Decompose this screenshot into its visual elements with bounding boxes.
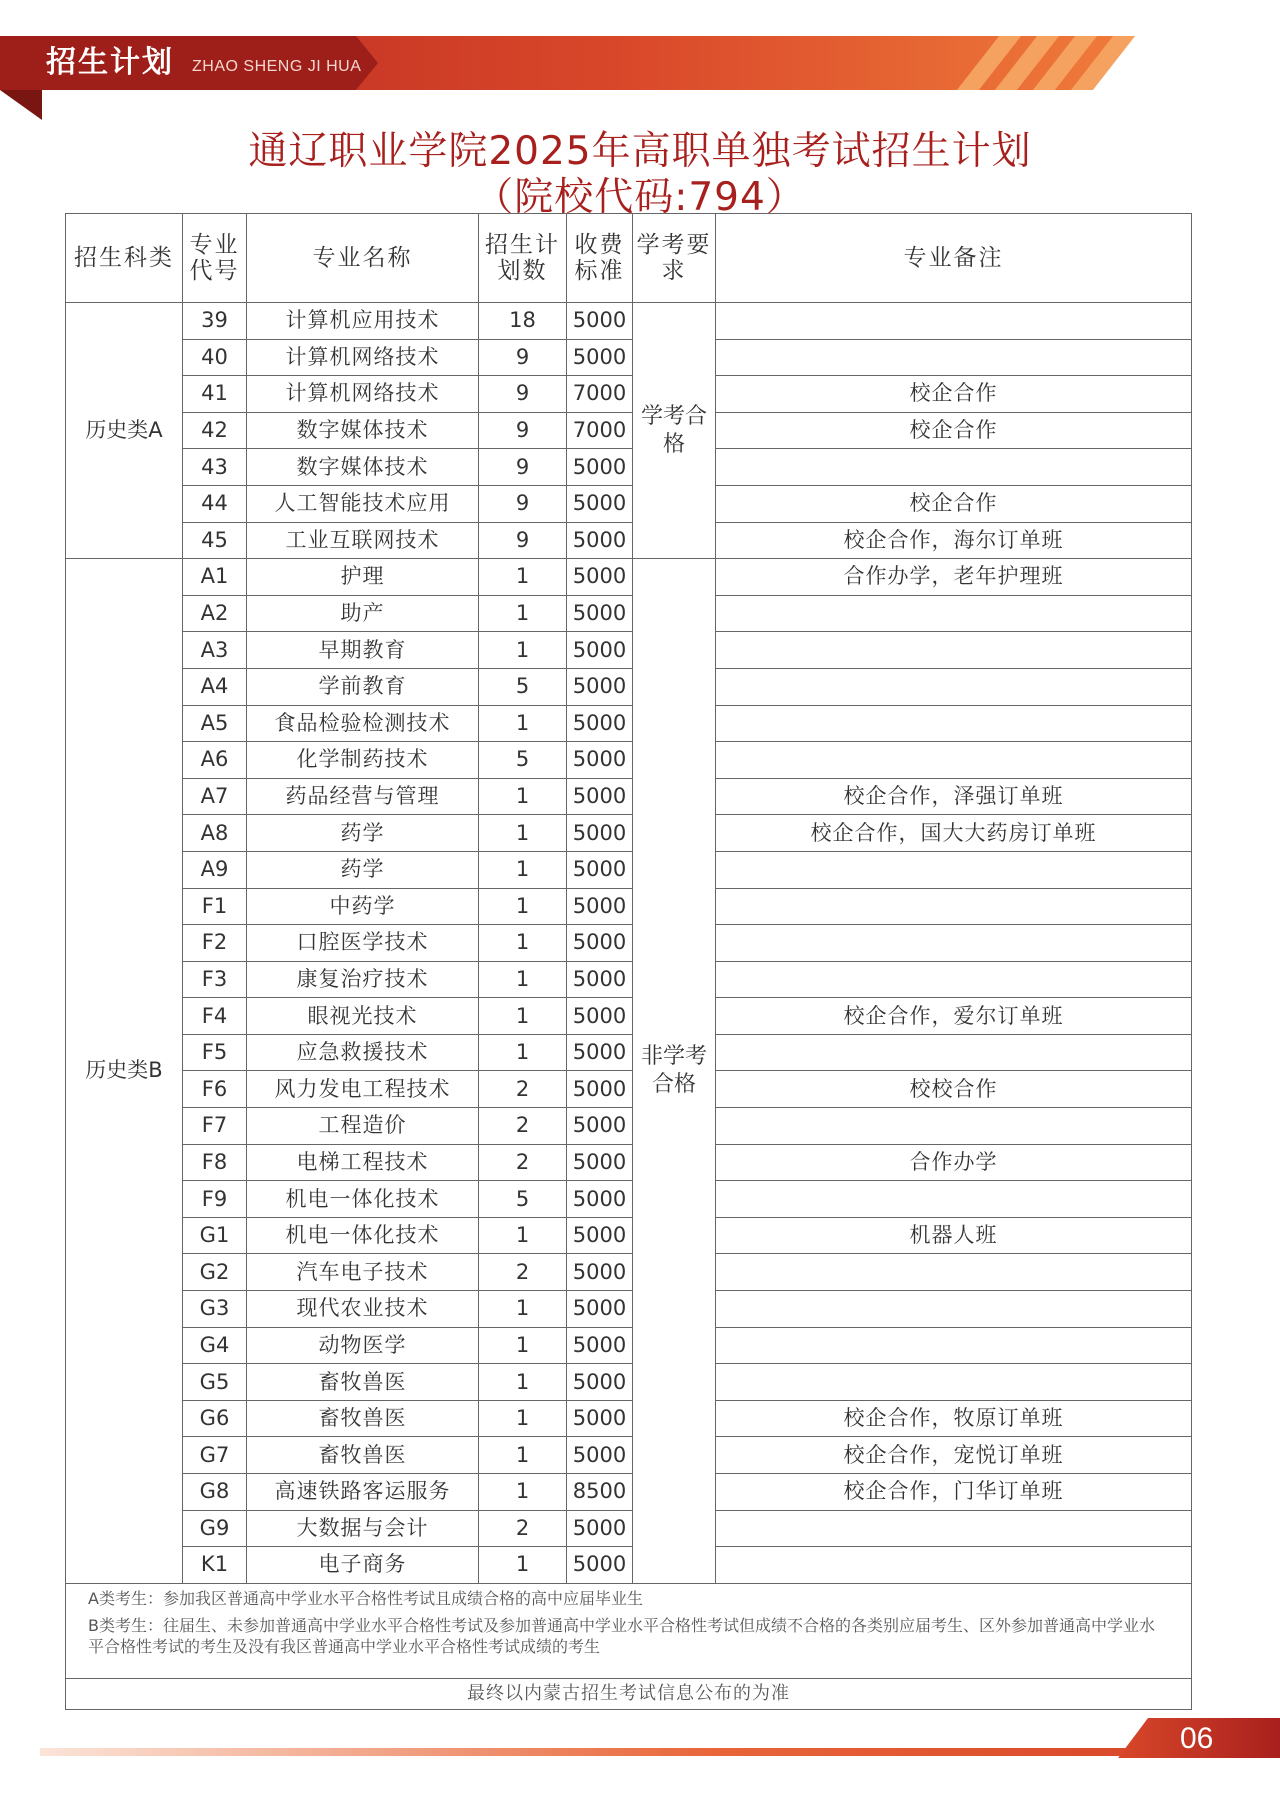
note-cell [716, 632, 1192, 669]
header-note: 专业备注 [716, 214, 1192, 303]
code-cell: 43 [183, 449, 247, 486]
header-requirement: 学考要求 [633, 214, 716, 303]
table-row [66, 998, 1192, 1035]
note-cell [716, 1510, 1192, 1547]
fee-cell: 5000 [567, 485, 633, 522]
table-row [66, 303, 1192, 340]
note-cell: 合作办学，老年护理班 [716, 559, 1192, 596]
enrollment-plan-table [65, 213, 1192, 1710]
fee-cell: 7000 [567, 412, 633, 449]
footer-bar [40, 1748, 1150, 1756]
major-name-cell: 应急救援技术 [247, 1034, 479, 1071]
plan-count-cell: 1 [479, 1400, 567, 1437]
plan-count-cell: 1 [479, 1474, 567, 1511]
table-row [66, 1254, 1192, 1291]
table-row [66, 668, 1192, 705]
fee-cell: 5000 [567, 1364, 633, 1401]
note-cell [716, 1291, 1192, 1328]
major-name-cell: 计算机网络技术 [247, 339, 479, 376]
plan-count-cell: 1 [479, 1291, 567, 1328]
note-cell [716, 1108, 1192, 1145]
table-row [66, 815, 1192, 852]
code-cell: G1 [183, 1217, 247, 1254]
code-cell: F5 [183, 1034, 247, 1071]
table-row [66, 412, 1192, 449]
fee-cell: 5000 [567, 1291, 633, 1328]
table-row [66, 742, 1192, 779]
plan-count-cell: 9 [479, 376, 567, 413]
code-cell: G6 [183, 1400, 247, 1437]
plan-count-cell: 18 [479, 303, 567, 340]
note-cell: 校企合作 [716, 376, 1192, 413]
note-cell: 校校合作 [716, 1071, 1192, 1108]
note-cell [716, 1364, 1192, 1401]
note-cell: 合作办学 [716, 1144, 1192, 1181]
fee-cell: 5000 [567, 303, 633, 340]
note-cell: 校企合作，宠悦订单班 [716, 1437, 1192, 1474]
major-name-cell: 药学 [247, 815, 479, 852]
fee-cell: 5000 [567, 522, 633, 559]
plan-count-cell: 5 [479, 742, 567, 779]
note-cell: 机器人班 [716, 1217, 1192, 1254]
note-cell [716, 851, 1192, 888]
table-row [66, 522, 1192, 559]
code-cell: F1 [183, 888, 247, 925]
note-cell [716, 1034, 1192, 1071]
document-title: 通辽职业学院2025年高职单独考试招生计划 [248, 129, 1032, 174]
final-note-row [66, 1678, 1192, 1709]
major-name-cell: 数字媒体技术 [247, 449, 479, 486]
major-name-cell: 工业互联网技术 [247, 522, 479, 559]
major-name-cell: 药品经营与管理 [247, 778, 479, 815]
note-cell [716, 1327, 1192, 1364]
major-name-cell: 汽车电子技术 [247, 1254, 479, 1291]
table-row [66, 888, 1192, 925]
fee-cell: 5000 [567, 1181, 633, 1218]
plan-count-cell: 1 [479, 559, 567, 596]
code-cell: A6 [183, 742, 247, 779]
section-subtitle: ZHAO SHENG JI HUA [192, 58, 362, 75]
fee-cell: 5000 [567, 1510, 633, 1547]
plan-count-cell: 1 [479, 1327, 567, 1364]
table-row [66, 1437, 1192, 1474]
table-row [66, 1547, 1192, 1584]
fee-cell: 5000 [567, 1108, 633, 1145]
table-row [66, 1474, 1192, 1511]
table-row [66, 961, 1192, 998]
major-name-cell: 计算机网络技术 [247, 376, 479, 413]
major-name-cell: 数字媒体技术 [247, 412, 479, 449]
table-row [66, 376, 1192, 413]
table-row [66, 1400, 1192, 1437]
note-cell: 校企合作，爱尔订单班 [716, 998, 1192, 1035]
fee-cell: 5000 [567, 1547, 633, 1584]
table-row [66, 705, 1192, 742]
footnote-b: B类考生：往届生、未参加普通高中学业水平合格性考试及参加普通高中学业水平合格性考试但成绩不合格的各类别应届考生、区外参加普通高中学业水平合格性考试的考生及没有我区普通高中学业水平合格性考试成绩的考生 [88, 1615, 1155, 1656]
major-name-cell: 动物医学 [247, 1327, 479, 1364]
code-cell: A7 [183, 778, 247, 815]
fee-cell: 5000 [567, 1327, 633, 1364]
fee-cell: 5000 [567, 851, 633, 888]
header-code: 专业代号 [183, 214, 247, 303]
fee-cell: 5000 [567, 742, 633, 779]
fee-cell: 5000 [567, 1144, 633, 1181]
major-name-cell: 食品检验检测技术 [247, 705, 479, 742]
table-row [66, 925, 1192, 962]
table-row [66, 1327, 1192, 1364]
fee-cell: 5000 [567, 1437, 633, 1474]
table-row [66, 851, 1192, 888]
fee-cell: 5000 [567, 1217, 633, 1254]
table-body [66, 303, 1192, 1584]
code-cell: A9 [183, 851, 247, 888]
header-category: 招生科类 [66, 214, 183, 303]
code-cell: A8 [183, 815, 247, 852]
footnote-a: A类考生：参加我区普通高中学业水平合格性考试且成绩合格的高中应届毕业生 [88, 1588, 643, 1608]
code-cell: F4 [183, 998, 247, 1035]
plan-count-cell: 9 [479, 412, 567, 449]
footnote-cell [66, 1583, 1192, 1678]
requirement-cell: 学考合格 [633, 303, 716, 559]
major-name-cell: 学前教育 [247, 668, 479, 705]
note-cell: 校企合作，门华订单班 [716, 1474, 1192, 1511]
code-cell: 41 [183, 376, 247, 413]
major-name-cell: 风力发电工程技术 [247, 1071, 479, 1108]
note-cell [716, 1547, 1192, 1584]
note-cell [716, 1181, 1192, 1218]
major-name-cell: 人工智能技术应用 [247, 485, 479, 522]
plan-count-cell: 1 [479, 705, 567, 742]
table-header-row [66, 214, 1192, 303]
plan-count-cell: 1 [479, 1217, 567, 1254]
major-name-cell: 畜牧兽医 [247, 1400, 479, 1437]
plan-count-cell: 2 [479, 1144, 567, 1181]
note-cell: 校企合作，国大大药房订单班 [716, 815, 1192, 852]
note-cell [716, 668, 1192, 705]
institution-code: （院校代码:794） [474, 175, 806, 220]
plan-count-cell: 1 [479, 632, 567, 669]
major-name-cell: 康复治疗技术 [247, 961, 479, 998]
note-cell: 校企合作 [716, 412, 1192, 449]
note-cell: 校企合作，海尔订单班 [716, 522, 1192, 559]
fee-cell: 5000 [567, 595, 633, 632]
plan-count-cell: 9 [479, 485, 567, 522]
code-cell: A1 [183, 559, 247, 596]
code-cell: A4 [183, 668, 247, 705]
table-row [66, 595, 1192, 632]
note-cell: 校企合作，牧原订单班 [716, 1400, 1192, 1437]
note-cell [716, 742, 1192, 779]
fee-cell: 5000 [567, 778, 633, 815]
major-name-cell: 电子商务 [247, 1547, 479, 1584]
category-cell: 历史类A [66, 303, 183, 559]
plan-count-cell: 2 [479, 1071, 567, 1108]
note-cell: 校企合作，泽强订单班 [716, 778, 1192, 815]
section-title: 招生计划 [46, 45, 174, 80]
plan-count-cell: 1 [479, 925, 567, 962]
major-name-cell: 电梯工程技术 [247, 1144, 479, 1181]
code-cell: A3 [183, 632, 247, 669]
plan-count-cell: 9 [479, 522, 567, 559]
code-cell: 40 [183, 339, 247, 376]
code-cell: G5 [183, 1364, 247, 1401]
note-cell [716, 705, 1192, 742]
fee-cell: 7000 [567, 376, 633, 413]
major-name-cell: 大数据与会计 [247, 1510, 479, 1547]
fee-cell: 5000 [567, 705, 633, 742]
code-cell: G8 [183, 1474, 247, 1511]
major-name-cell: 畜牧兽医 [247, 1364, 479, 1401]
table-row [66, 1291, 1192, 1328]
table-row [66, 1034, 1192, 1071]
fee-cell: 5000 [567, 632, 633, 669]
plan-count-cell: 1 [479, 1034, 567, 1071]
code-cell: 39 [183, 303, 247, 340]
code-cell: 45 [183, 522, 247, 559]
footnote-row [66, 1583, 1192, 1678]
note-cell [716, 595, 1192, 632]
plan-count-cell: 5 [479, 668, 567, 705]
major-name-cell: 口腔医学技术 [247, 925, 479, 962]
plan-count-cell: 1 [479, 1437, 567, 1474]
plan-count-cell: 2 [479, 1108, 567, 1145]
major-name-cell: 机电一体化技术 [247, 1217, 479, 1254]
fee-cell: 5000 [567, 961, 633, 998]
plan-count-cell: 1 [479, 851, 567, 888]
fee-cell: 5000 [567, 559, 633, 596]
header-fee: 收费标准 [567, 214, 633, 303]
major-name-cell: 畜牧兽医 [247, 1437, 479, 1474]
plan-count-cell: 5 [479, 1181, 567, 1218]
table-row [66, 1071, 1192, 1108]
note-cell [716, 339, 1192, 376]
code-cell: F2 [183, 925, 247, 962]
code-cell: G7 [183, 1437, 247, 1474]
requirement-cell: 非学考合格 [633, 559, 716, 1584]
note-cell: 校企合作 [716, 485, 1192, 522]
table-row [66, 778, 1192, 815]
header-name: 专业名称 [247, 214, 479, 303]
fee-cell: 5000 [567, 1071, 633, 1108]
fee-cell: 8500 [567, 1474, 633, 1511]
plan-count-cell: 1 [479, 778, 567, 815]
fee-cell: 5000 [567, 815, 633, 852]
note-cell [716, 925, 1192, 962]
table-row [66, 1108, 1192, 1145]
category-cell: 历史类B [66, 559, 183, 1584]
table-row [66, 1144, 1192, 1181]
plan-count-cell: 2 [479, 1510, 567, 1547]
major-name-cell: 眼视光技术 [247, 998, 479, 1035]
code-cell: F8 [183, 1144, 247, 1181]
banner-stripes [960, 36, 1130, 90]
table-row [66, 1510, 1192, 1547]
table-row [66, 632, 1192, 669]
major-name-cell: 护理 [247, 559, 479, 596]
fee-cell: 5000 [567, 339, 633, 376]
table-row [66, 1217, 1192, 1254]
fee-cell: 5000 [567, 1254, 633, 1291]
major-name-cell: 计算机应用技术 [247, 303, 479, 340]
plan-count-cell: 1 [479, 998, 567, 1035]
major-name-cell: 机电一体化技术 [247, 1181, 479, 1218]
plan-count-cell: 2 [479, 1254, 567, 1291]
plan-count-cell: 1 [479, 595, 567, 632]
code-cell: G2 [183, 1254, 247, 1291]
code-cell: A2 [183, 595, 247, 632]
code-cell: G4 [183, 1327, 247, 1364]
plan-count-cell: 1 [479, 815, 567, 852]
fee-cell: 5000 [567, 1034, 633, 1071]
major-name-cell: 化学制药技术 [247, 742, 479, 779]
note-cell [716, 303, 1192, 340]
header-plan: 招生计划数 [479, 214, 567, 303]
code-cell: F7 [183, 1108, 247, 1145]
table-row [66, 449, 1192, 486]
fee-cell: 5000 [567, 925, 633, 962]
fee-cell: 5000 [567, 449, 633, 486]
code-cell: G3 [183, 1291, 247, 1328]
major-name-cell: 药学 [247, 851, 479, 888]
plan-count-cell: 1 [479, 888, 567, 925]
code-cell: K1 [183, 1547, 247, 1584]
major-name-cell: 工程造价 [247, 1108, 479, 1145]
note-cell [716, 1254, 1192, 1291]
code-cell: F6 [183, 1071, 247, 1108]
banner-fold [0, 90, 42, 120]
major-name-cell: 早期教育 [247, 632, 479, 669]
fee-cell: 5000 [567, 888, 633, 925]
plan-count-cell: 9 [479, 339, 567, 376]
code-cell: F3 [183, 961, 247, 998]
plan-count-cell: 9 [479, 449, 567, 486]
table-row [66, 559, 1192, 596]
table-row [66, 1181, 1192, 1218]
note-cell [716, 449, 1192, 486]
page-number: 06 [1180, 1722, 1214, 1755]
fee-cell: 5000 [567, 668, 633, 705]
code-cell: 44 [183, 485, 247, 522]
major-name-cell: 现代农业技术 [247, 1291, 479, 1328]
code-cell: F9 [183, 1181, 247, 1218]
major-name-cell: 中药学 [247, 888, 479, 925]
major-name-cell: 助产 [247, 595, 479, 632]
table-row [66, 485, 1192, 522]
code-cell: 42 [183, 412, 247, 449]
code-cell: G9 [183, 1510, 247, 1547]
plan-count-cell: 1 [479, 1547, 567, 1584]
table-row [66, 1364, 1192, 1401]
fee-cell: 5000 [567, 1400, 633, 1437]
code-cell: A5 [183, 705, 247, 742]
plan-count-cell: 1 [479, 961, 567, 998]
fee-cell: 5000 [567, 998, 633, 1035]
table-row [66, 339, 1192, 376]
plan-count-cell: 1 [479, 1364, 567, 1401]
final-note: 最终以内蒙古招生考试信息公布的为准 [66, 1678, 1192, 1709]
major-name-cell: 高速铁路客运服务 [247, 1474, 479, 1511]
note-cell [716, 961, 1192, 998]
note-cell [716, 888, 1192, 925]
